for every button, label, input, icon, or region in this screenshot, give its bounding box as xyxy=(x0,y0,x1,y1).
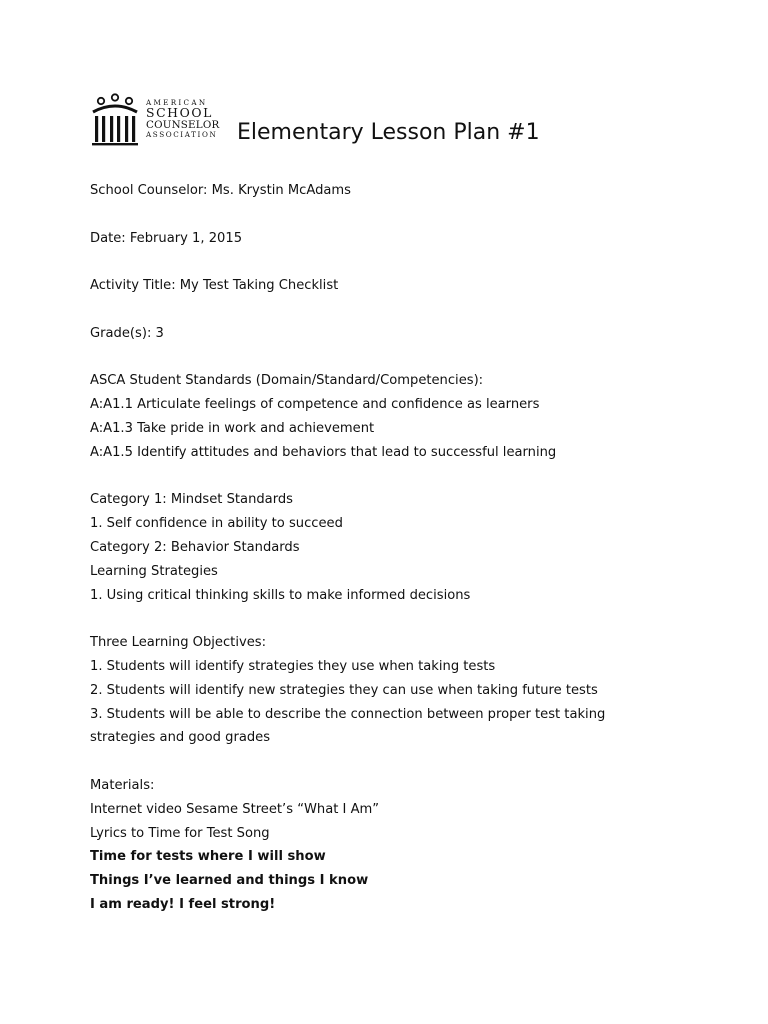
document-header xyxy=(90,92,690,152)
material-line: Lyrics to Time for Test Song xyxy=(90,825,270,841)
spacer xyxy=(90,250,710,274)
spacer xyxy=(90,203,710,227)
logo-line-school: SCHOOL xyxy=(146,105,213,121)
category-line: 1. Self confidence in ability to succeed xyxy=(90,516,343,532)
lyric-line: Things I’ve learned and things I know xyxy=(90,873,369,889)
activity-title-field: Activity Title: My Test Taking Checklist xyxy=(90,278,339,294)
document-title: Elementary Lesson Plan #1 xyxy=(237,120,540,145)
asca-logo xyxy=(90,92,226,148)
logo-line-association: ASSOCIATION xyxy=(146,129,218,139)
spacer xyxy=(90,298,710,322)
document-body xyxy=(90,179,710,917)
objective-line: 3. Students will be able to describe the connection between proper test taking xyxy=(90,706,606,722)
standard-item: A:A1.5 Identify attitudes and behaviors that lead to successful learning xyxy=(90,444,557,460)
objectives-heading: Three Learning Objectives: xyxy=(90,635,266,651)
spacer xyxy=(90,346,710,370)
logo-line-american: AMERICAN xyxy=(146,98,208,107)
grades-field: Grade(s): 3 xyxy=(90,325,164,341)
category-line: Category 2: Behavior Standards xyxy=(90,539,300,555)
materials-heading: Materials: xyxy=(90,777,155,793)
asca-wordmark xyxy=(146,99,219,138)
logo-line-counselor: COUNSELOR xyxy=(146,118,220,131)
objective-line: strategies and good grades xyxy=(90,730,271,746)
standard-item: A:A1.3 Take pride in work and achievement xyxy=(90,420,375,436)
objective-line: 2. Students will identify new strategies they can use when taking future tests xyxy=(90,682,598,698)
material-line: Internet video Sesame Street’s “What I Am” xyxy=(90,801,380,817)
counselor-field: School Counselor: Ms. Krystin McAdams xyxy=(90,183,351,198)
spacer xyxy=(90,465,710,489)
category-line: Learning Strategies xyxy=(90,563,218,579)
standard-item: A:A1.1 Articulate feelings of competence and confidence as learners xyxy=(90,397,540,413)
category-line: Category 1: Mindset Standards xyxy=(90,492,293,508)
standards-heading: ASCA Student Standards (Domain/Standard/Competencies): xyxy=(90,373,484,389)
date-field: Date: February 1, 2015 xyxy=(90,230,243,246)
lyric-line: Time for tests where I will show xyxy=(90,849,326,865)
lyric-line: I am ready! I feel strong! xyxy=(90,896,276,912)
category-line: 1. Using critical thinking skills to make informed decisions xyxy=(90,587,471,603)
spacer xyxy=(90,750,710,774)
objective-line: 1. Students will identify strategies they use when taking tests xyxy=(90,658,496,674)
asca-logo-icon xyxy=(90,92,140,148)
spacer xyxy=(90,607,710,631)
